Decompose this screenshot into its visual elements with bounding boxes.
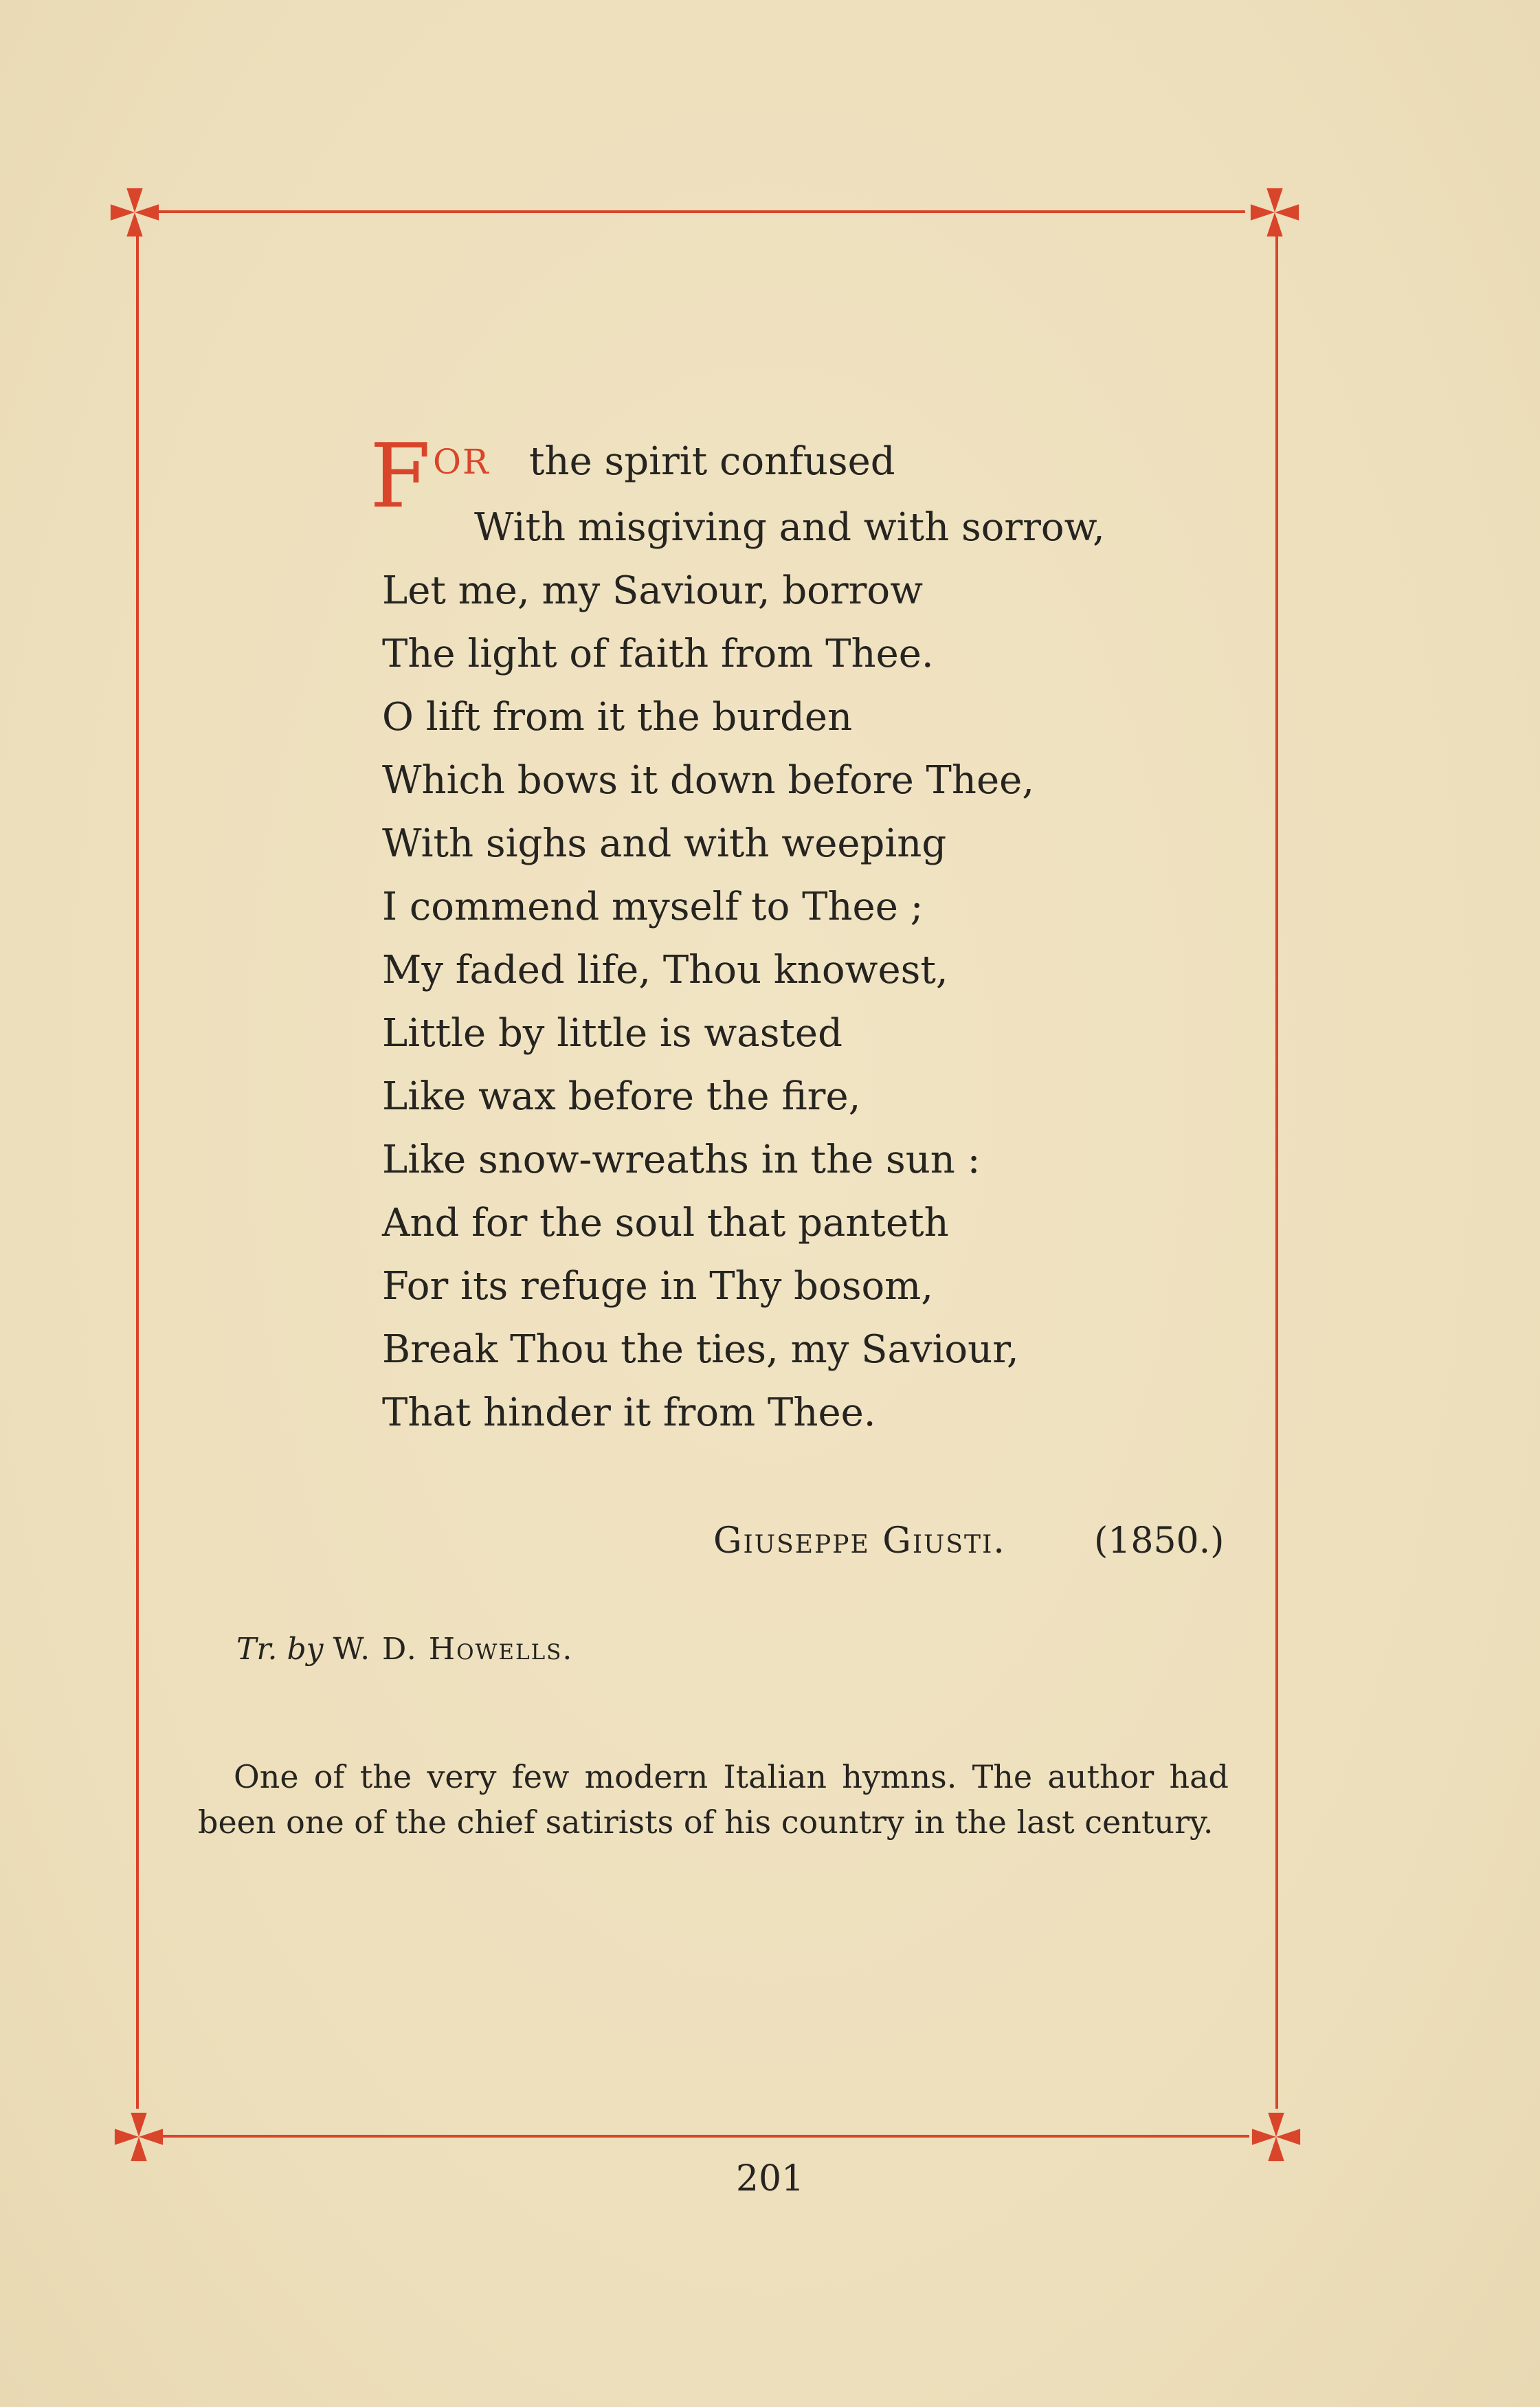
poem-line: Little by little is wasted (382, 1011, 842, 1056)
poem-line: With sighs and with weeping (382, 821, 947, 866)
footnote (198, 1754, 1229, 1845)
poem-line: O lift from it the burden (382, 695, 853, 740)
year: (1850.) (1094, 1520, 1225, 1562)
maltese-cross-icon (108, 186, 161, 239)
page-number: 201 (735, 2158, 805, 2199)
maltese-cross-icon (112, 2110, 166, 2164)
footnote-text: One of the very few modern Italian hymns. The author had been one of the chief satirists of his country in the last century. (198, 1758, 1229, 1841)
poem-line: Like snow-wreaths in the sun : (382, 1138, 981, 1182)
translator-prefix: Tr. by (236, 1632, 324, 1667)
poem-line: My faded life, Thou knowest, (382, 948, 948, 992)
poem-line: And for the soul that panteth (382, 1201, 949, 1245)
poem-line: Which bows it down before Thee, (382, 758, 1035, 803)
poem-line: That hinder it from Thee. (382, 1390, 876, 1435)
poem-line: I commend myself to Thee ; (382, 885, 924, 929)
bottom-rule (161, 2135, 1249, 2138)
right-rule (1275, 235, 1278, 2109)
first-word-caps: OR (433, 442, 490, 482)
poem-line: The light of faith from Thee. (382, 632, 934, 676)
drop-cap: F (370, 425, 431, 528)
author-name: Giuseppe Giusti. (713, 1520, 1006, 1562)
first-line-text: the spirit confused (529, 439, 895, 484)
poem-line: For its refuge in Thy bosom, (382, 1264, 934, 1309)
translator-line (236, 1630, 573, 1669)
top-rule (155, 210, 1245, 213)
poem-line: Let me, my Saviour, borrow (382, 568, 924, 613)
maltese-cross-icon (1249, 2110, 1303, 2164)
maltese-cross-icon (1248, 186, 1302, 239)
poem-line: Like wax before the fire, (382, 1074, 861, 1119)
translator-name: W. D. Howells. (333, 1632, 574, 1667)
left-rule (136, 235, 139, 2109)
poem-line: With misgiving and with sorrow, (474, 505, 1105, 550)
poem-line: Break Thou the ties, my Saviour, (382, 1327, 1019, 1372)
